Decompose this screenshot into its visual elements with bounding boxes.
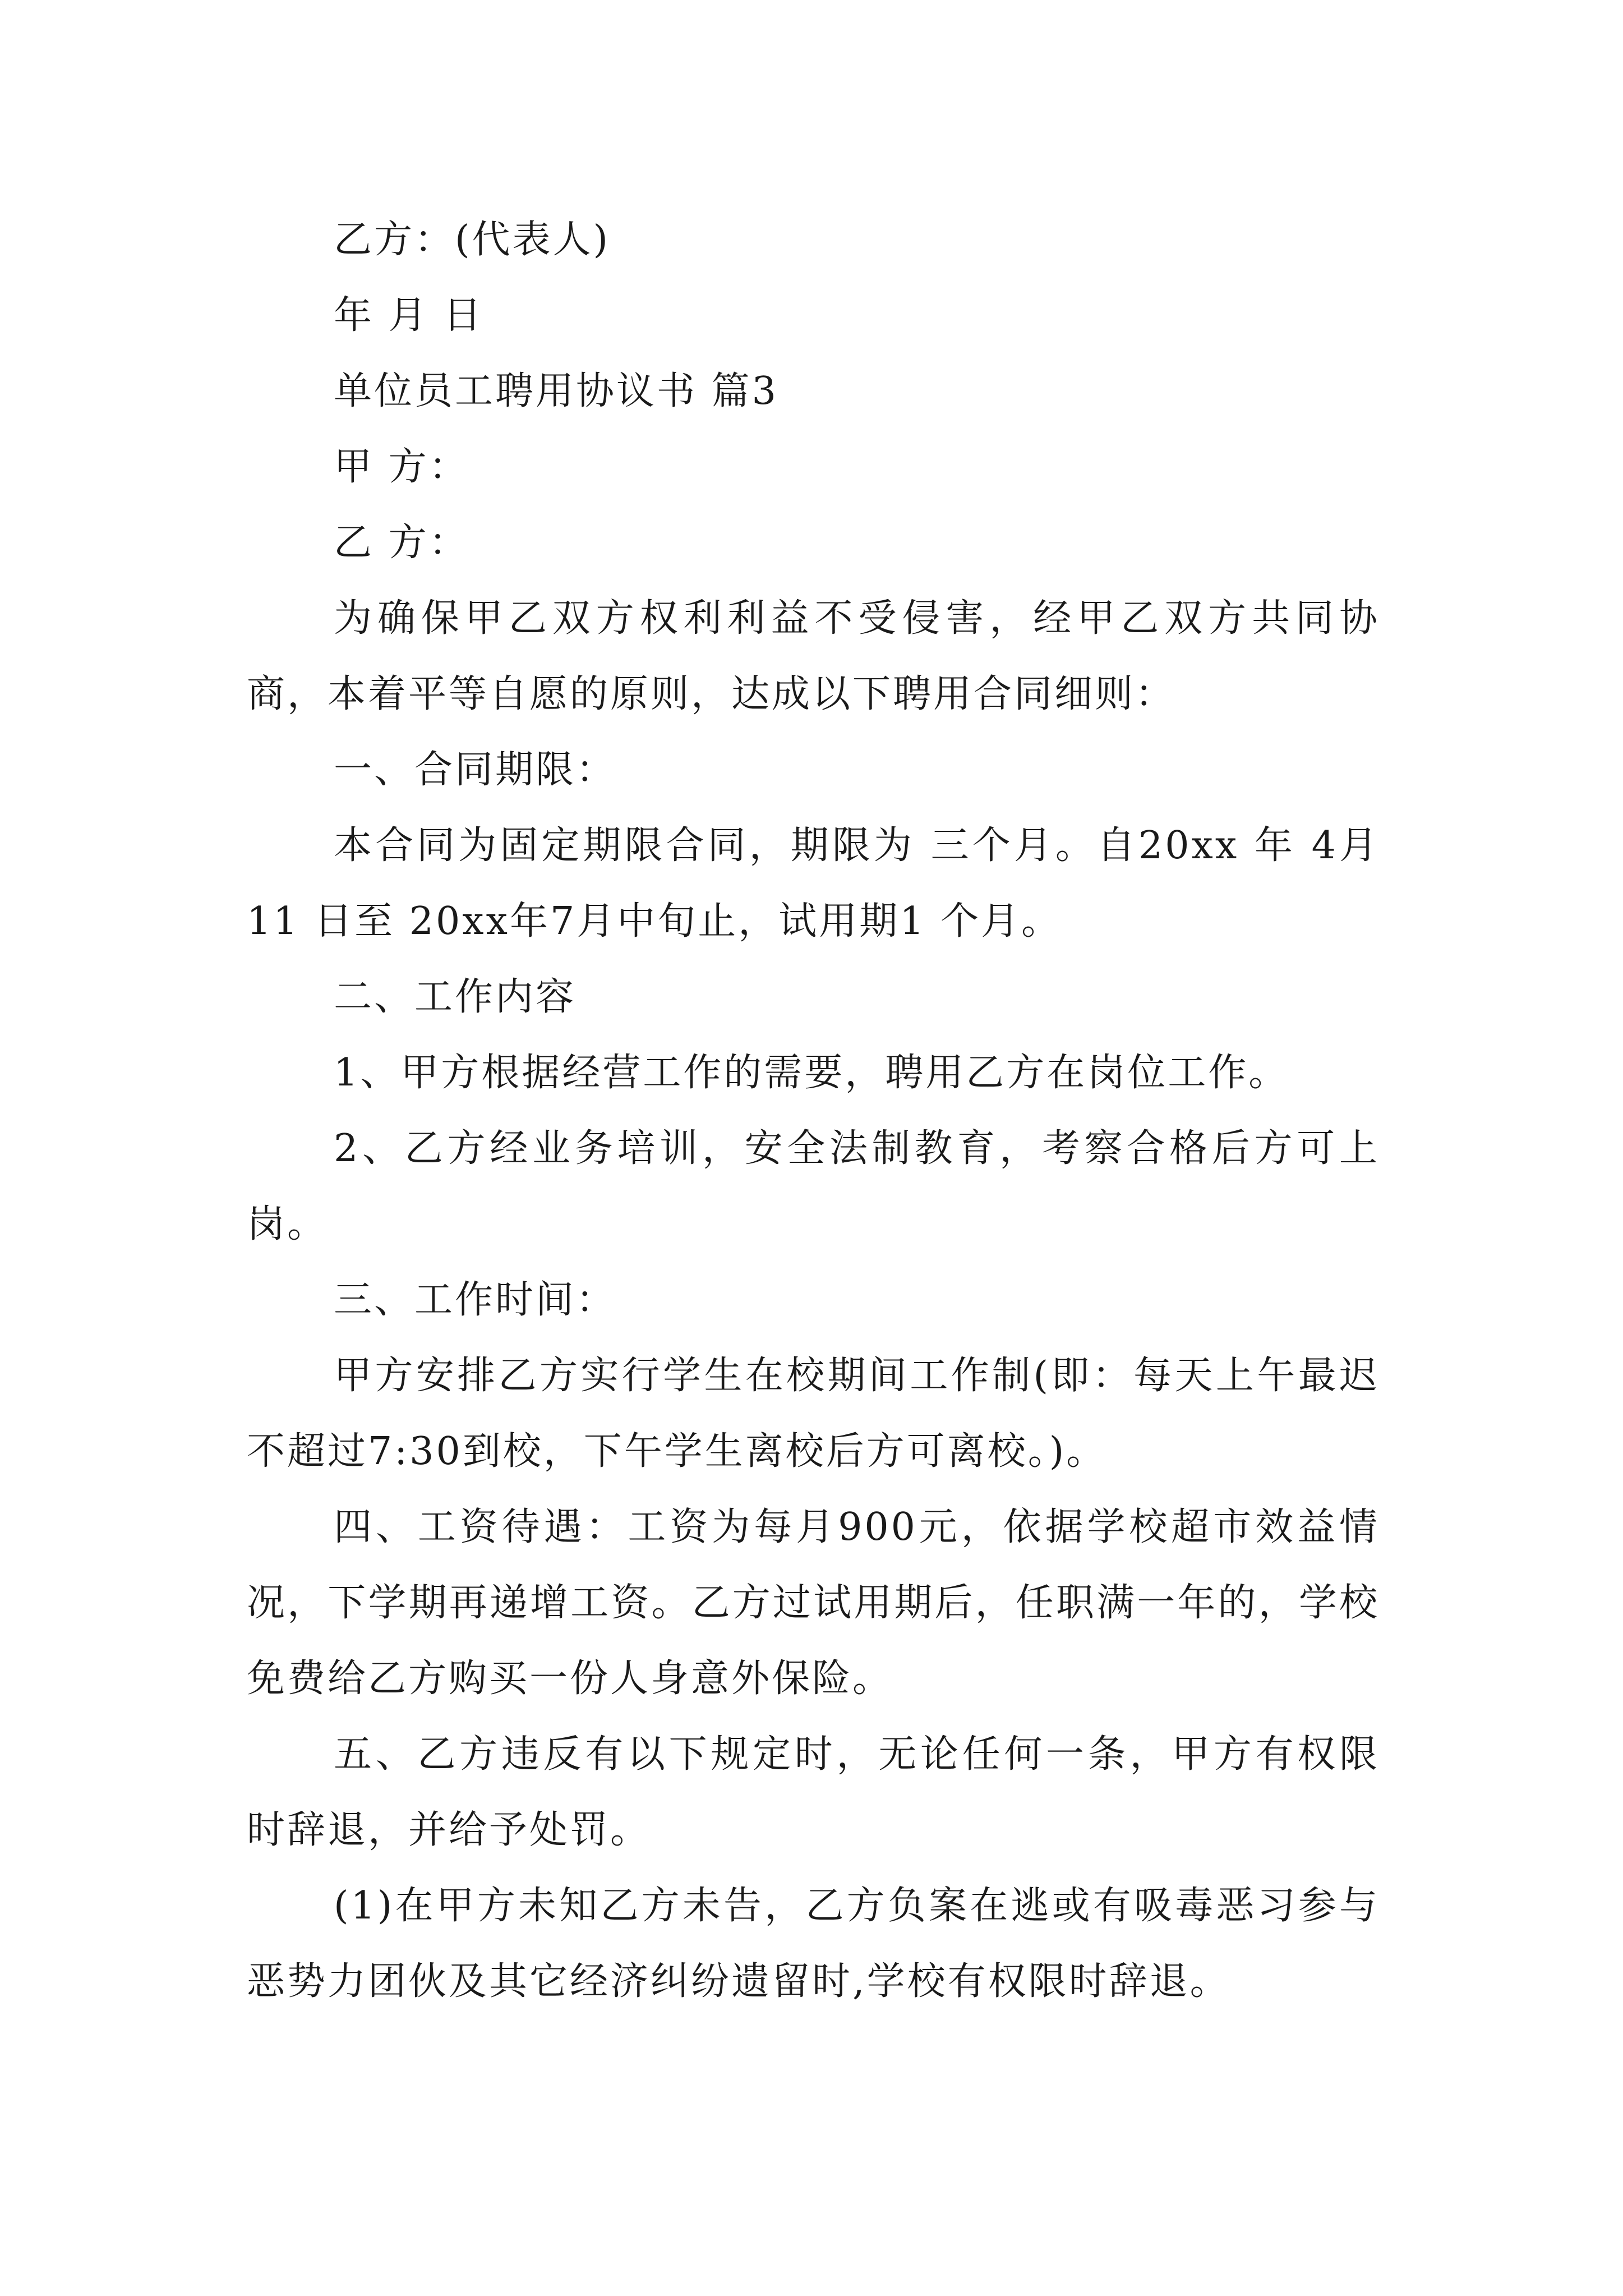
violation-item-1: (1)在甲方未知乙方未告，乙方负案在逃或有吸毒恶习参与恶势力团伙及其它经济纠纷遗留时,学校有权限时辞退。 [247,1884,1380,2004]
party-a-line: 甲 方： [334,445,469,489]
date-line: 年 月 日 [334,293,484,338]
preamble-paragraph: 为确保甲乙双方权利利益不受侵害，经甲乙双方共同协商，本着平等自愿的原则，达成以下聘用合同细则： [247,596,1380,716]
work-time-paragraph: 甲方安排乙方实行学生在校期间工作制(即：每天上午最迟不超过7:30到校，下午学生离校后方可离校。)。 [247,1354,1380,1474]
party-b-line: 乙 方： [334,521,469,565]
clause-heading-term: 一、合同期限： [334,748,617,792]
work-content-item-2: 2、乙方经业务培训，安全法制教育，考察合格后方可上岗。 [247,1126,1380,1246]
violation-paragraph: 五、乙方违反有以下规定时，无论任何一条，甲方有权限时辞退，并给予处罚。 [247,1732,1380,1852]
party-b-representative-line: 乙方：(代表人) [334,218,611,262]
salary-paragraph: 四、工资待遇：工资为每月900元，依据学校超市效益情况，下学期再递增工资。乙方过试用期后，任职满一年的，学校免费给乙方购买一份人身意外保险。 [247,1505,1380,1701]
work-content-item-1: 1、甲方根据经营工作的需要，聘用乙方在岗位工作。 [334,1051,1289,1095]
section-title: 单位员工聘用协议书 篇3 [334,369,778,413]
document-page [247,202,1380,2019]
clause-heading-work-time: 三、工作时间： [334,1278,617,1322]
clause-heading-work-content: 二、工作内容 [334,975,577,1019]
term-paragraph: 本合同为固定期限合同，期限为 三个月。自20xx 年 4月11 日至 20xx年7月中旬止，试用期1 个月。 [247,823,1380,944]
